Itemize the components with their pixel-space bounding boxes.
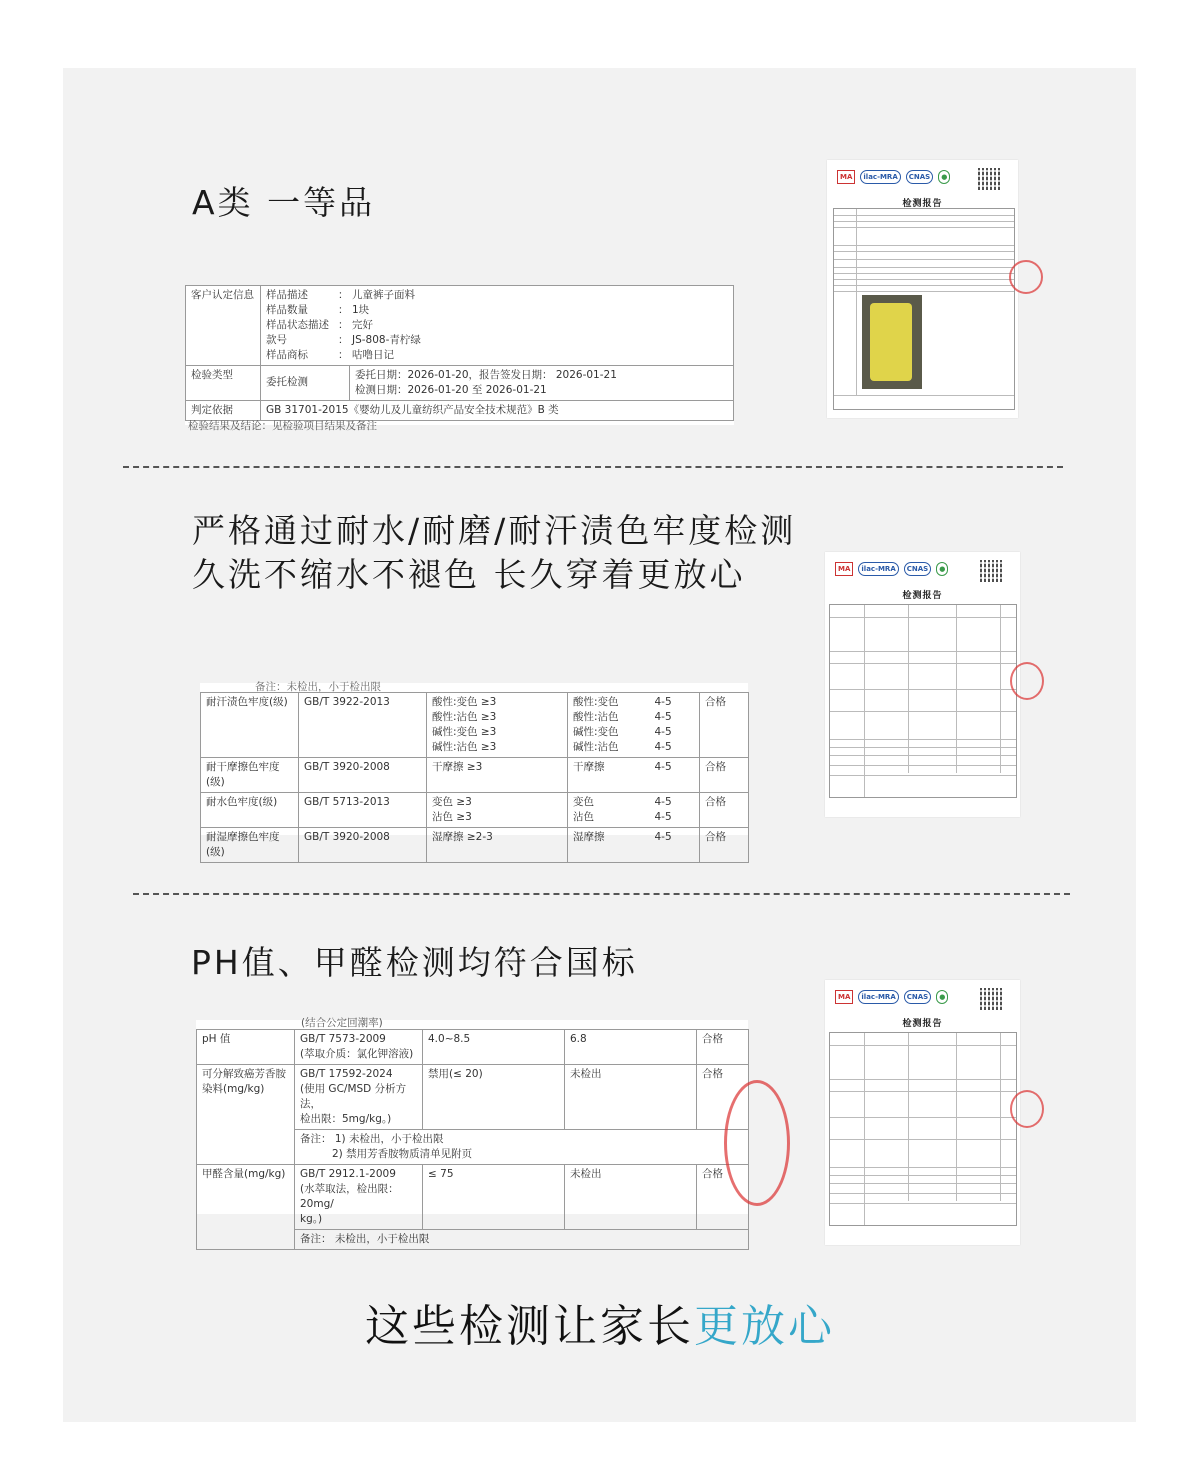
result: 未检出 xyxy=(565,1165,697,1230)
item-standard: GB/T 3920-2008 xyxy=(299,758,427,793)
table-row xyxy=(201,828,749,863)
item-name: 甲醛含量(mg/kg) xyxy=(197,1165,295,1250)
report-table xyxy=(833,208,1015,410)
note-line: 备注： 1) 未检出，小于检出限 xyxy=(300,1133,444,1145)
note-line: 2) 禁用芳香胺物质清单见附页 xyxy=(332,1148,473,1160)
row-label-basis: 判定依据 xyxy=(186,401,261,421)
basis-value: GB 31701-2015《婴幼儿及儿童纺织产品安全技术规范》B 类 xyxy=(261,401,734,421)
ilac-logo: ilac-MRA xyxy=(858,990,898,1004)
item-standard: (萃取介质：氯化钾溶液) xyxy=(300,1048,414,1060)
date-line: 检测日期：2026-01-20 至 2026-01-21 xyxy=(355,384,547,396)
cnas-logo: CNAS xyxy=(906,170,933,184)
row-label-customer: 客户认定信息 xyxy=(186,286,261,366)
row-label-type: 检验类型 xyxy=(186,366,261,401)
field-value: 咕噜日记 xyxy=(352,349,394,361)
requirement: ≤ 75 xyxy=(423,1165,565,1230)
cut-off-text: 检验结果及结论：见检验项目结果及备注 xyxy=(188,420,377,432)
report-table xyxy=(829,604,1017,798)
result-key: 碱性:沾色 xyxy=(573,741,619,753)
report-table xyxy=(829,1032,1017,1226)
item-standard: 检出限：5mg/kg。) xyxy=(300,1113,392,1125)
red-stamp xyxy=(1010,1090,1044,1128)
report-thumbnail-page1 xyxy=(827,160,1018,418)
table-row xyxy=(201,793,749,828)
ilac-logo: ilac-MRA xyxy=(858,562,898,576)
result-value: 4-5 xyxy=(654,696,672,708)
requirement: 碱性:变色 ≥3 xyxy=(432,726,497,738)
requirement: 酸性:沾色 ≥3 xyxy=(432,711,497,723)
cnas-logo: CNAS xyxy=(904,562,931,576)
field-key: 款号 xyxy=(266,334,287,346)
cert-logo: ● xyxy=(936,990,948,1004)
item-name: 耐水色牢度(级) xyxy=(201,793,299,828)
requirement: 碱性:沾色 ≥3 xyxy=(432,741,497,753)
item-standard: GB/T 3922-2013 xyxy=(299,693,427,758)
requirement: 酸性:变色 ≥3 xyxy=(432,696,497,708)
requirement: 禁用(≤ 20) xyxy=(423,1065,565,1130)
judgement: 合格 xyxy=(697,1030,749,1065)
report-thumbnail-page3 xyxy=(825,980,1020,1245)
judgement: 合格 xyxy=(700,758,749,793)
table-row xyxy=(197,1065,749,1130)
table-row xyxy=(197,1165,749,1230)
item-name: 耐湿摩擦色牢度(级) xyxy=(201,828,299,863)
result-value: 4-5 xyxy=(654,726,672,738)
result-value: 4-5 xyxy=(654,796,672,808)
section2-heading-line1: 严格通过耐水/耐磨/耐汗渍色牢度检测 xyxy=(192,511,797,550)
footer-accent-text: 更放心 xyxy=(694,1301,835,1352)
result-key: 沾色 xyxy=(573,811,594,823)
item-standard: GB/T 7573-2009 xyxy=(300,1033,386,1045)
item-name: 耐汗渍色牢度(级) xyxy=(201,693,299,758)
requirement: 沾色 ≥3 xyxy=(432,811,472,823)
field-value: 1块 xyxy=(352,304,370,316)
divider-1 xyxy=(123,466,1063,468)
footer-slogan xyxy=(0,1290,1200,1354)
item-standard: (使用 GC/MSD 分析方法， xyxy=(300,1083,407,1110)
judgement: 合格 xyxy=(697,1165,749,1230)
section1-heading: A类 一等品 xyxy=(192,183,376,222)
report-title: 检测报告 xyxy=(902,199,943,209)
ph-formaldehyde-excerpt xyxy=(196,1017,748,1245)
fabric-swatch xyxy=(870,303,912,381)
section3-heading: PH值、甲醛检测均符合国标 xyxy=(191,943,638,982)
colorfastness-excerpt xyxy=(200,681,748,858)
item-standard: (水萃取法，检出限：20mg/ xyxy=(300,1183,399,1210)
cut-off-text: 备注：未检出，小于检出限 xyxy=(255,681,381,693)
result-value: 4-5 xyxy=(650,758,700,793)
result-key: 酸性:沾色 xyxy=(573,711,619,723)
requirement: 4.0~8.5 xyxy=(423,1030,565,1065)
field-key: 样品状态描述 xyxy=(266,319,329,331)
table-row xyxy=(201,693,749,758)
item-name: 可分解致癌芳香胺染料(mg/kg) xyxy=(197,1065,295,1165)
result: 6.8 xyxy=(565,1030,697,1065)
cma-logo: MA xyxy=(837,170,855,184)
item-standard: GB/T 17592-2024 xyxy=(300,1068,393,1080)
field-value: 完好 xyxy=(352,319,373,331)
item-standard: GB/T 5713-2013 xyxy=(299,793,427,828)
report-title: 检测报告 xyxy=(902,1019,943,1029)
item-standard: kg。) xyxy=(300,1213,323,1225)
table-row xyxy=(197,1030,749,1065)
red-stamp xyxy=(724,1080,790,1206)
requirement: 变色 ≥3 xyxy=(432,796,472,808)
red-stamp xyxy=(1009,260,1043,294)
date-line: 委托日期：2026-01-20，报告签发日期： 2026-01-21 xyxy=(355,369,617,381)
field-value: JS-808-青柠绿 xyxy=(352,334,421,346)
report-title: 检测报告 xyxy=(902,591,943,601)
item-name: 耐干摩擦色牢度(级) xyxy=(201,758,299,793)
result-key: 变色 xyxy=(573,796,594,808)
result-value: 4-5 xyxy=(654,711,672,723)
item-name: pH 值 xyxy=(197,1030,295,1065)
note-line: 备注： 未检出，小于检出限 xyxy=(295,1230,749,1250)
footer-text: 这些检测让家长 xyxy=(365,1301,694,1352)
inspection-type: 委托检测 xyxy=(261,366,350,401)
result: 未检出 xyxy=(565,1065,697,1130)
judgement: 合格 xyxy=(700,793,749,828)
requirement: 湿摩擦 ≥2-3 xyxy=(427,828,568,863)
cma-logo: MA xyxy=(835,562,853,576)
cma-logo: MA xyxy=(835,990,853,1004)
result-value: 4-5 xyxy=(654,811,672,823)
item-standard: GB/T 3920-2008 xyxy=(299,828,427,863)
judgement: 合格 xyxy=(697,1065,749,1130)
result-key: 碱性:变色 xyxy=(573,726,619,738)
judgement: 合格 xyxy=(700,693,749,758)
report-thumbnail-page2 xyxy=(825,552,1020,817)
divider-2 xyxy=(133,893,1070,895)
result-value: 4-5 xyxy=(654,741,672,753)
cnas-logo: CNAS xyxy=(904,990,931,1004)
item-standard: GB/T 2912.1-2009 xyxy=(300,1168,396,1180)
cert-logo: ● xyxy=(936,562,948,576)
requirement: 干摩擦 ≥3 xyxy=(427,758,568,793)
result-key: 干摩擦 xyxy=(568,758,650,793)
ilac-logo: ilac-MRA xyxy=(860,170,900,184)
field-key: 样品商标 xyxy=(266,349,308,361)
section2-heading-line2: 久洗不缩水不褪色 长久穿着更放心 xyxy=(192,555,746,594)
cut-off-text: (结合公定回潮率) xyxy=(301,1017,383,1029)
cert-logo: ● xyxy=(938,170,950,184)
result-key: 酸性:变色 xyxy=(573,696,619,708)
field-key: 样品描述 xyxy=(266,289,308,301)
judgement: 合格 xyxy=(700,828,749,863)
field-key: 样品数量 xyxy=(266,304,308,316)
result-key: 湿摩擦 xyxy=(568,828,650,863)
red-stamp xyxy=(1010,662,1044,700)
result-value: 4-5 xyxy=(650,828,700,863)
field-value: 儿童裤子面料 xyxy=(352,289,415,301)
table-row xyxy=(201,758,749,793)
sample-info-excerpt: 客户认定信息 样品描述 ： 儿童裤子面料 样品数量 ： 1块 样品状态描述 ： 完好 款号 ： JS-808-青柠绿 样品商标 ： 咕噜日记 检验类型 委托检测 委托日期：2026-01-20，报告签发日期： 2026-01-21 检测日期：2026-01-20 至 2026-01-21 判定依据 GB 31701-2015《婴幼儿及儿童纺织产品安全技术规范》B 类 检验结果及结论：见检验项目结果及备注 xyxy=(185,285,734,425)
